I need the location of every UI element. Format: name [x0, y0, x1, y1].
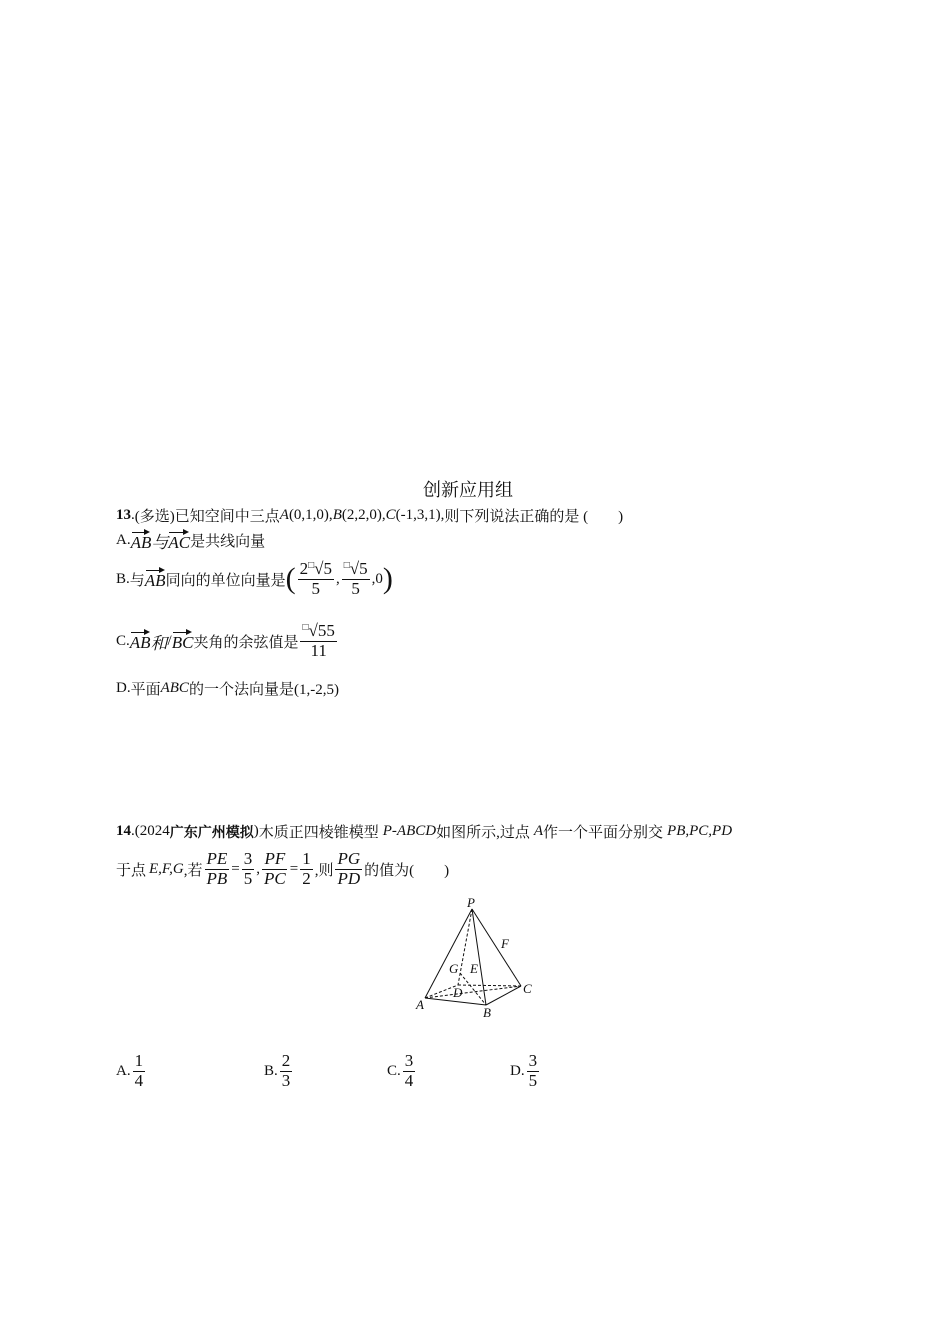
option-fraction: $\frac{3}{4}$ — [404, 1051, 414, 1090]
label-d: D — [453, 985, 463, 1000]
coord-c: (-1,3,1), — [395, 507, 445, 523]
point-a: A — [533, 823, 544, 839]
option-label: A. — [116, 532, 131, 548]
option-fraction: $\frac{1}{4}$ — [134, 1051, 144, 1090]
q13-option-c[interactable]: C. AB 和 / BC 夹角的余弦值是 $\frac{^□√55}{11}$ — [116, 621, 335, 660]
equals: = — [231, 860, 240, 877]
q13-option-a[interactable] — [116, 528, 265, 553]
q14-option-d[interactable] — [510, 1052, 541, 1090]
pyramid-name: P-ABCD — [382, 823, 437, 839]
q13-tag: (多选) — [134, 509, 175, 525]
fraction-pf-pc: $\frac{PF}{PC}$ — [264, 849, 286, 888]
q14-if: ,若 — [183, 862, 203, 879]
q13-stem-post: 则下列说法正确的是 ( ) — [444, 509, 624, 525]
section-title: 创新应用组 — [423, 480, 513, 501]
option-fraction: $\frac{3}{5}$ — [528, 1051, 538, 1090]
fraction-value-1: $\frac{3}{5}$ — [243, 849, 253, 888]
label-p: P — [467, 895, 475, 910]
option-label: C. — [387, 1062, 401, 1079]
option-label: B. — [264, 1062, 278, 1079]
edges: PB,PC,PD — [667, 823, 733, 839]
option-b-tail: ,0 — [371, 570, 383, 587]
fraction: $\frac{^□√55}{11}$ — [302, 621, 335, 660]
q13-option-d[interactable] — [116, 678, 339, 699]
equals: = — [289, 860, 299, 877]
coord-b: (2,2,0), — [341, 507, 386, 523]
label-g: G — [449, 961, 459, 976]
right-paren: ) — [382, 562, 393, 596]
label-b: B — [483, 1005, 491, 1020]
fraction: $\frac{2^□√5}{5}$ — [299, 559, 332, 598]
then: ,则 — [314, 862, 334, 879]
q14-source-close: ) — [253, 823, 259, 839]
option-label: B. — [116, 570, 130, 587]
option-b-pre: 与 — [129, 572, 145, 589]
q14-source-open: (2024 — [134, 823, 170, 839]
vector-ab: AB — [130, 629, 151, 653]
q14-text3: 作一个平面分别交 — [543, 825, 664, 841]
option-d-post: 的一个法向量是(1,-2,5) — [188, 682, 339, 698]
option-a-mid: 与 — [151, 533, 169, 552]
points-efg: E,F,G — [149, 860, 184, 877]
comma: , — [256, 860, 261, 877]
option-b-post: 同向的单位向量是 — [165, 572, 286, 589]
fraction-pe-pb: $\frac{PE}{PB}$ — [206, 849, 228, 888]
option-c-text: 夹角的余弦值是 — [193, 634, 299, 651]
option-label: D. — [116, 680, 131, 696]
vector-bc: BC — [172, 629, 194, 653]
q13-number: 13 — [116, 507, 131, 523]
vector-ac: AC — [168, 529, 190, 553]
option-label: D. — [510, 1062, 525, 1079]
q14-line2-pre: 于点 — [116, 862, 147, 879]
q14-number: 14 — [116, 823, 131, 839]
fraction-pg-pd: $\frac{PG}{PD}$ — [337, 849, 361, 888]
q14-text1: 木质正四棱锥模型 — [258, 825, 379, 841]
q14-source: 广东广州模拟 — [169, 824, 254, 841]
label-e: E — [470, 961, 478, 976]
q13-stem: 13 . (多选) 已知空间中三点 A (0,1,0), B (2,2,0), C (-1,3,1), 则下列说法正确的是 ( ) — [116, 507, 624, 525]
coord-a: (0,1,0), — [288, 507, 333, 523]
q14-option-c[interactable] — [387, 1052, 417, 1090]
option-label: C. — [116, 632, 130, 649]
q13-option-b[interactable] — [116, 560, 393, 598]
option-fraction: $\frac{2}{3}$ — [281, 1051, 291, 1090]
option-a-text: 是共线向量 — [190, 534, 266, 550]
q14-text2: 如图所示,过点 — [436, 825, 530, 841]
label-f: F — [501, 936, 509, 951]
comma: , — [335, 570, 340, 587]
q14-tail: 的值为( ) — [364, 862, 450, 879]
label-c: C — [523, 981, 532, 996]
option-c-mid: 和 — [150, 633, 168, 653]
q14-stem-line2 — [116, 850, 449, 888]
q14-stem-line1: 14 . (2024 广东广州模拟 ) 木质正四棱锥模型 P-ABCD 如图所示,过点 A 作一个平面分别交 PB,PC,PD — [116, 823, 733, 841]
q14-option-b[interactable] — [264, 1052, 294, 1090]
q14-option-a[interactable] — [116, 1052, 147, 1090]
point-c: C — [385, 507, 396, 523]
fraction: $\frac{^□√5}{5}$ — [343, 559, 368, 598]
pyramid-figure — [405, 895, 550, 1025]
fraction-value-2: $\frac{1}{2}$ — [302, 849, 311, 888]
left-paren: ( — [285, 562, 296, 596]
q13-stem-pre: 已知空间中三点 — [174, 509, 280, 525]
vector-ab: AB — [131, 529, 152, 553]
plane-abc: ABC — [160, 680, 189, 696]
option-d-pre: 平面 — [130, 682, 161, 698]
label-a: A — [416, 997, 424, 1012]
vector-ab: AB — [145, 567, 166, 591]
point-b: B — [332, 507, 342, 523]
option-label: A. — [116, 1062, 131, 1079]
point-a: A — [279, 507, 289, 523]
